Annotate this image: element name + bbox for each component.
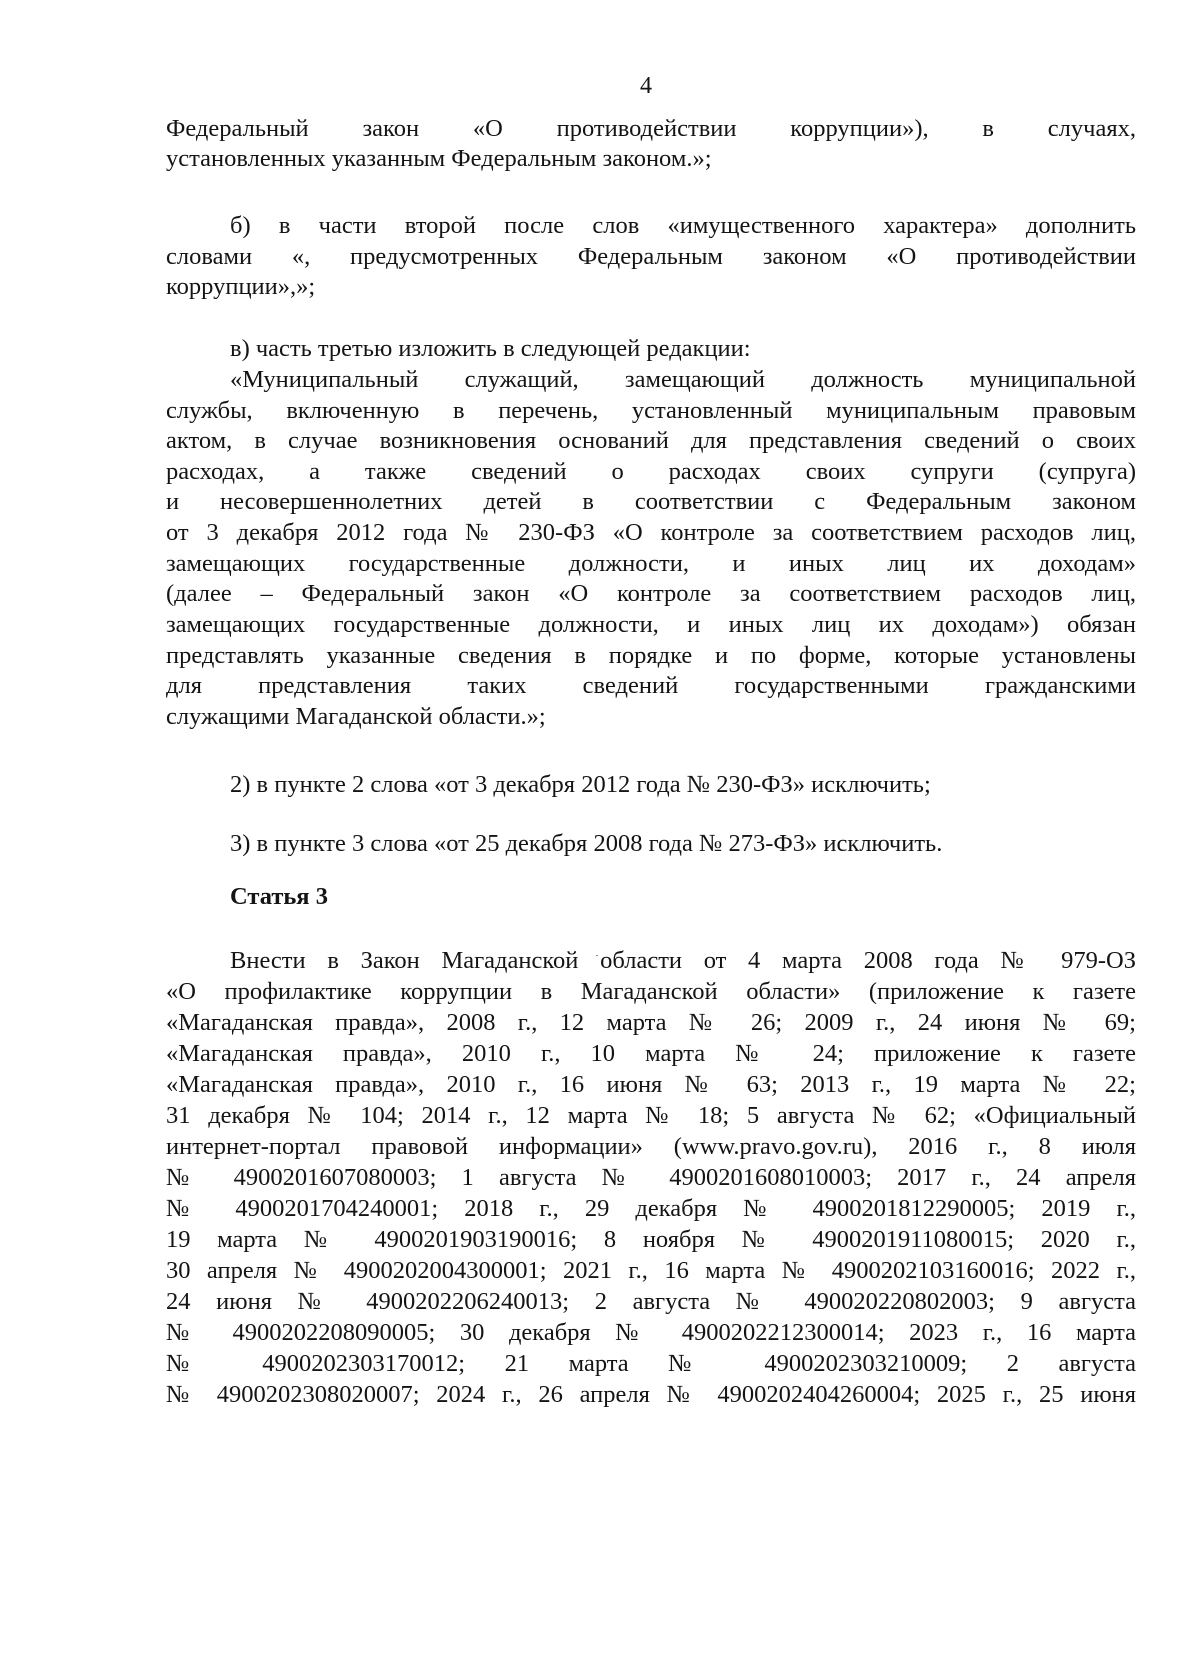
text-line: «Магаданская правда», 2010 г., 16 июня № 63; 2013 г., 19 марта № 22;	[166, 1071, 1136, 1098]
text-line: замещающих государственные должности, и иных лиц их доходам»	[166, 550, 1136, 577]
text-line: 24 июня № 4900202206240013; 2 августа № 490020220802003; 9 августа	[166, 1288, 1136, 1315]
text-line: в) часть третью изложить в следующей редакции:	[230, 335, 751, 362]
text-line: № 4900202303170012; 21 марта № 4900202303210009; 2 августа	[166, 1350, 1136, 1377]
text-line: установленных указанным Федеральным законом.»;	[166, 145, 712, 172]
text-line: от 3 декабря 2012 года № 230-ФЗ «О контроле за соответствием расходов лиц,	[166, 519, 1136, 546]
text-line: и несовершеннолетних детей в соответствии с Федеральным законом	[166, 488, 1136, 515]
text-line: представлять указанные сведения в порядке и по форме, которые установлены	[166, 642, 1136, 669]
text-line: интернет-портал правовой информации» (www.pravo.gov.ru), 2016 г., 8 июля	[166, 1133, 1136, 1160]
text-line: расходах, а также сведений о расходах своих супруги (супруга)	[166, 458, 1136, 485]
text-line: замещающих государственные должности, и иных лиц их доходам») обязан	[166, 611, 1136, 638]
text-line: «Магаданская правда», 2008 г., 12 марта № 26; 2009 г., 24 июня № 69;	[166, 1009, 1136, 1036]
page-number: 4	[640, 73, 652, 99]
text-line: актом, в случае возникновения оснований для представления сведений о своих	[166, 427, 1136, 454]
text-line: «Магаданская правда», 2010 г., 10 марта № 24; приложение к газете	[166, 1040, 1136, 1067]
text-line: Внести в Закон Магаданской области от 4 марта 2008 года № 979-ОЗ	[230, 947, 1136, 974]
text-line: (далее – Федеральный закон «О контроле за соответствием расходов лиц,	[166, 580, 1136, 607]
text-line: Федеральный закон «О противодействии коррупции»), в случаях,	[166, 115, 1136, 142]
text-line: № 4900201704240001; 2018 г., 29 декабря № 4900201812290005; 2019 г.,	[166, 1195, 1136, 1222]
article-heading: Статья 3	[230, 883, 328, 910]
text-line: 19 марта № 4900201903190016; 8 ноября № 4900201911080015; 2020 г.,	[166, 1226, 1136, 1253]
text-line: «О профилактике коррупции в Магаданской области» (приложение к газете	[166, 978, 1136, 1005]
text-line: службы, включенную в перечень, установленный муниципальным правовым	[166, 397, 1136, 424]
text-line: № 4900202208090005; 30 декабря № 4900202212300014; 2023 г., 16 марта	[166, 1319, 1136, 1346]
text-line: № 4900202308020007; 2024 г., 26 апреля № 4900202404260004; 2025 г., 25 июня	[166, 1381, 1136, 1408]
text-line: служащими Магаданской области.»;	[166, 703, 546, 730]
text-line: № 4900201607080003; 1 августа № 4900201608010003; 2017 г., 24 апреля	[166, 1164, 1136, 1191]
text-line: для представления таких сведений государственными гражданскими	[166, 672, 1136, 699]
text-line: 2) в пункте 2 слова «от 3 декабря 2012 года № 230-ФЗ» исключить;	[230, 771, 931, 798]
text-line: 30 апреля № 4900202004300001; 2021 г., 16 марта № 4900202103160016; 2022 г.,	[166, 1257, 1136, 1284]
text-line: словами «, предусмотренных Федеральным законом «О противодействии	[166, 243, 1136, 270]
text-line: б) в части второй после слов «имущественного характера» дополнить	[230, 212, 1136, 239]
text-line: 31 декабря № 104; 2014 г., 12 марта № 18; 5 августа № 62; «Официальный	[166, 1102, 1136, 1129]
text-line: «Муниципальный служащий, замещающий должность муниципальной	[230, 366, 1136, 393]
text-line: коррупции»,»;	[166, 273, 316, 300]
text-line: 3) в пункте 3 слова «от 25 декабря 2008 года № 273-ФЗ» исключить.	[230, 830, 943, 857]
